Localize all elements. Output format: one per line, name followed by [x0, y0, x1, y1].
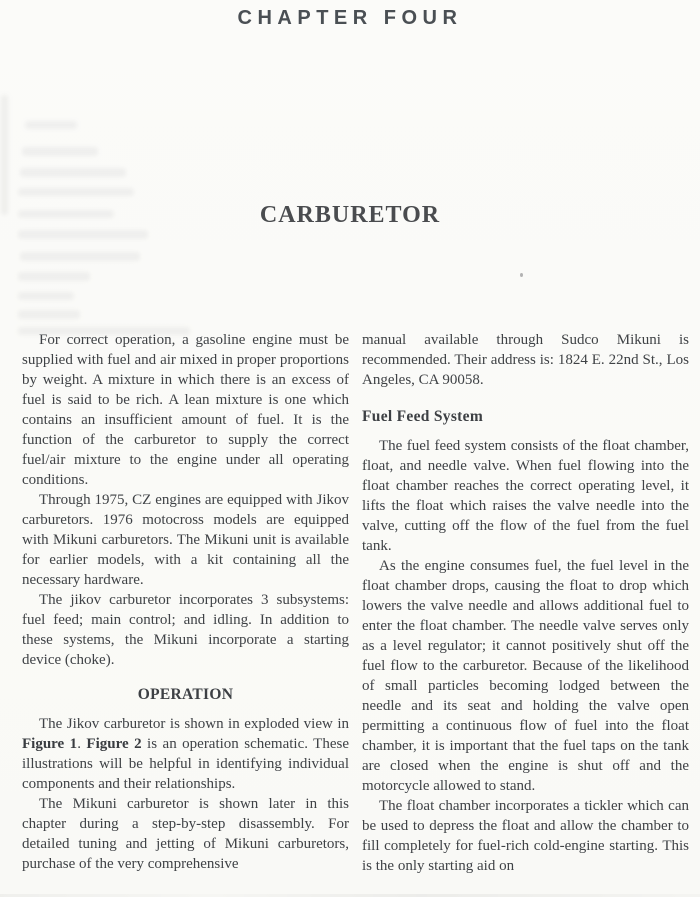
- paragraph-correct-operation: For correct operation, a gasoline engine must be supplied with fuel and air mixed in proper proportions by weight. A mixture in which there is an excess of fuel is said to be rich. A lean mixture is one which contains an insufficient amount of fuel. It is the function of the carburetor to supply the correct fuel/air mixture to the engine under all operating conditions.: [22, 332, 349, 488]
- paragraph-through-1975: Through 1975, CZ engines are equipped with Jikov carburetors. 1976 motocross models are equipped with Mikuni carburetors. The Mikuni unit is available for earlier models, with a kit containing all the necessary hardware.: [22, 492, 349, 588]
- right-text-column: [362, 330, 689, 876]
- figure-2-reference: Figure 2: [86, 736, 142, 752]
- figure-1-reference: Figure 1: [22, 736, 78, 752]
- left-text-column: [22, 330, 349, 874]
- paragraph-engine-consumes: As the engine consumes fuel, the fuel level in the float chamber drops, causing the float to drop which lowers the valve needle and allows additional fuel to enter the float chamber. The needle valve serves only as a level regulator; it cannot positively shut off the fuel flow to the carburetor. Because of the likelihood of small particles becoming lodged between the needle and its seat and holding the valve open permitting a continuous flow of fuel into the float chamber, it is important that the fuel taps on the tank are closed when the engine is shut off and the motorcycle allowed to stand.: [362, 558, 689, 794]
- paragraph-figures-separator: .: [77, 736, 87, 752]
- chapter-header: CHAPTER FOUR: [237, 7, 463, 29]
- paragraph-figures-text: The Jikov carburetor is shown in exploded view in: [39, 716, 349, 732]
- paragraph-figures: [22, 714, 349, 794]
- paragraph-jikov-subsystems: The jikov carburetor incorporates 3 subsystems: fuel feed; main control; and idling. In addition to these systems, the Mikuni incorporate a starting device (choke).: [22, 592, 349, 668]
- section-heading-operation: OPERATION: [137, 686, 234, 703]
- paragraph-sudco-address: manual available through Sudco Mikuni is recommended. Their address is: 1824 E. 22nd St., Los Angeles, CA 90058.: [362, 332, 689, 388]
- paragraph-fuel-feed-consists: The fuel feed system consists of the float chamber, float, and needle valve. When fuel flowing into the float chamber reaches the correct operating level, it lifts the float which raises the valve needle into the valve, cutting off the flow of the fuel from the fuel tank.: [362, 438, 689, 554]
- paragraph-tickler: The float chamber incorporates a tickler which can be used to depress the float and allow the chamber to fill completely for fuel-rich cold-engine starting. This is the only starting aid on: [362, 798, 689, 874]
- section-heading-fuel-feed-system: Fuel Feed System: [362, 408, 484, 425]
- paragraph-figures-tail: is an operation schematic. These illustrations will be helpful in identifying individual components and their relationships.: [22, 736, 350, 792]
- paragraph-mikuni-later: The Mikuni carburetor is shown later in this chapter during a step-by-step disassembly. For detailed tuning and jetting of Mikuni carburetors, purchase of the very comprehensive: [22, 796, 349, 872]
- page-title: CARBURETOR: [259, 202, 441, 228]
